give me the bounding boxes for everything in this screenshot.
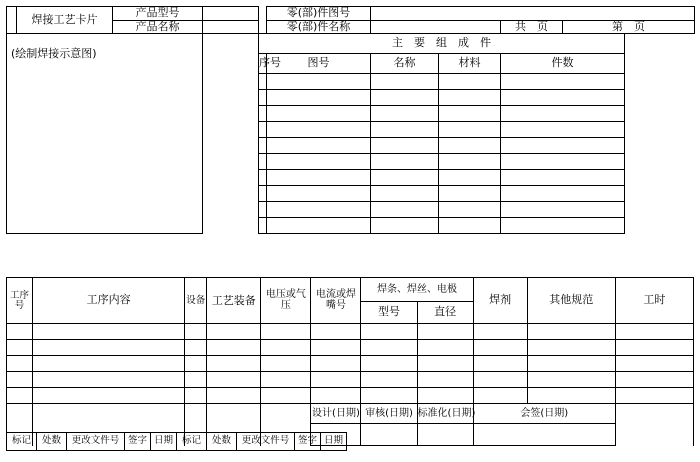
card-title-cell: 焊接工艺卡片: [17, 7, 113, 34]
process-cell[interactable]: [473, 356, 527, 372]
process-cell[interactable]: [527, 340, 615, 356]
component-cell[interactable]: [259, 74, 267, 90]
component-cell[interactable]: [439, 74, 501, 90]
component-cell[interactable]: [439, 106, 501, 122]
signature-countersign-label: 会签(日期): [473, 404, 615, 424]
process-cell[interactable]: [417, 372, 473, 388]
process-cell[interactable]: [311, 324, 361, 340]
table-row: [7, 324, 694, 340]
process-cell[interactable]: [261, 340, 311, 356]
component-cell[interactable]: [439, 186, 501, 202]
revision-col-sign-1: 签字: [125, 433, 151, 451]
component-cell[interactable]: [259, 186, 267, 202]
process-cell[interactable]: [615, 324, 693, 340]
process-cell[interactable]: [473, 372, 527, 388]
component-cell[interactable]: [371, 138, 439, 154]
process-cell[interactable]: [207, 340, 261, 356]
process-cell[interactable]: [615, 356, 693, 372]
process-cell[interactable]: [473, 388, 527, 404]
component-cell[interactable]: [501, 90, 625, 106]
component-cell[interactable]: [439, 202, 501, 218]
process-cell[interactable]: [207, 388, 261, 404]
part-name-label: 零(部)件名称: [267, 20, 371, 34]
component-cell[interactable]: [267, 138, 371, 154]
process-cell[interactable]: [311, 388, 361, 404]
process-cell[interactable]: [527, 356, 615, 372]
process-cell[interactable]: [207, 372, 261, 388]
component-cell[interactable]: [501, 106, 625, 122]
sketch-area[interactable]: (绘制焊接示意图): [7, 34, 203, 234]
signature-review-label: 审核(日期): [361, 404, 417, 424]
process-cell[interactable]: [361, 356, 417, 372]
process-cell[interactable]: [33, 356, 185, 372]
revision-header-row: [7, 433, 347, 451]
process-cell[interactable]: [473, 324, 527, 340]
process-cell[interactable]: [261, 372, 311, 388]
component-cell[interactable]: [267, 106, 371, 122]
page-no-label: 第 页: [563, 20, 695, 34]
process-cell[interactable]: [473, 340, 527, 356]
process-cell[interactable]: [185, 324, 207, 340]
col-header-consumable-model: 型号: [361, 302, 417, 324]
col-header-man-hour: 工时: [615, 278, 693, 324]
process-cell[interactable]: [417, 388, 473, 404]
revision-col-mark-1: 标记: [7, 433, 37, 451]
process-cell[interactable]: [361, 388, 417, 404]
process-cell[interactable]: [33, 340, 185, 356]
component-cell[interactable]: [501, 74, 625, 90]
process-table: [6, 277, 694, 446]
part-drawing-no-label: 零(部)件图号: [267, 7, 371, 21]
col-header-content: 工序内容: [33, 278, 185, 324]
component-cell[interactable]: [259, 170, 267, 186]
process-cell[interactable]: [417, 324, 473, 340]
col-header-seq-no: 工序号: [7, 278, 33, 324]
revision-col-date-2: 日期: [321, 433, 347, 451]
component-cell[interactable]: [371, 154, 439, 170]
component-cell[interactable]: [371, 74, 439, 90]
process-cell[interactable]: [311, 356, 361, 372]
component-cell[interactable]: [501, 154, 625, 170]
process-cell[interactable]: [7, 372, 33, 388]
components-col-name: 名称: [371, 54, 439, 74]
revision-col-count-1: 处数: [37, 433, 67, 451]
process-cell[interactable]: [261, 356, 311, 372]
component-cell[interactable]: [501, 186, 625, 202]
component-cell[interactable]: [371, 90, 439, 106]
product-model-label: 产品型号: [113, 7, 203, 21]
part-drawing-no-value[interactable]: [371, 7, 695, 21]
component-cell[interactable]: [439, 170, 501, 186]
component-cell[interactable]: [267, 154, 371, 170]
component-cell[interactable]: [371, 186, 439, 202]
component-cell[interactable]: [267, 218, 371, 234]
part-name-value[interactable]: [371, 20, 501, 34]
process-cell[interactable]: [33, 388, 185, 404]
signature-countersign-value[interactable]: [473, 424, 615, 446]
col-header-other-spec: 其他规范: [527, 278, 615, 324]
product-name-value[interactable]: [203, 20, 259, 34]
component-cell[interactable]: [439, 218, 501, 234]
product-model-value[interactable]: [203, 7, 259, 21]
component-cell[interactable]: [259, 202, 267, 218]
signature-spacer-right: [615, 404, 693, 446]
component-cell[interactable]: [371, 170, 439, 186]
bottom-section: [6, 277, 694, 446]
component-cell[interactable]: [501, 202, 625, 218]
header-gap: [259, 7, 267, 34]
revision-col-docno-1: 更改文件号: [67, 433, 125, 451]
process-cell[interactable]: [311, 340, 361, 356]
process-cell[interactable]: [361, 324, 417, 340]
process-cell[interactable]: [527, 372, 615, 388]
process-cell[interactable]: [7, 324, 33, 340]
component-cell[interactable]: [267, 74, 371, 90]
component-cell[interactable]: [259, 106, 267, 122]
process-cell[interactable]: [615, 340, 693, 356]
process-cell[interactable]: [7, 340, 33, 356]
component-cell[interactable]: [371, 202, 439, 218]
process-cell[interactable]: [185, 356, 207, 372]
header-and-components-table: [6, 6, 695, 234]
process-cell[interactable]: [7, 356, 33, 372]
component-cell[interactable]: [259, 138, 267, 154]
top-section: [6, 6, 694, 234]
table-row: [7, 372, 694, 388]
revision-table: [6, 432, 347, 451]
process-cell[interactable]: [7, 388, 33, 404]
col-header-current: 电流或焊嘴号: [311, 278, 361, 324]
col-header-flux: 焊剂: [473, 278, 527, 324]
signature-standardization-label: 标准化(日期): [417, 404, 473, 424]
signature-standardization-value[interactable]: [417, 424, 473, 446]
table-row: [7, 356, 694, 372]
signature-design-label: 设计(日期): [311, 404, 361, 424]
process-cell[interactable]: [185, 388, 207, 404]
component-cell[interactable]: [371, 122, 439, 138]
revision-col-count-2: 处数: [207, 433, 237, 451]
col-header-consumable-group: 焊条、焊丝、电极: [361, 278, 473, 302]
process-cell[interactable]: [311, 372, 361, 388]
process-cell[interactable]: [33, 324, 185, 340]
col-header-consumable-diameter: 直径: [417, 302, 473, 324]
components-col-drawing: 图号: [267, 54, 371, 74]
col-header-equipment: 设备: [185, 278, 207, 324]
process-cell[interactable]: [185, 340, 207, 356]
process-cell[interactable]: [615, 388, 693, 404]
revision-col-docno-2: 更改文件号: [237, 433, 295, 451]
component-cell[interactable]: [439, 122, 501, 138]
component-cell[interactable]: [267, 170, 371, 186]
signature-label-row: [7, 404, 694, 424]
component-cell[interactable]: [501, 138, 625, 154]
header-row-1: [7, 7, 695, 21]
component-cell[interactable]: [371, 218, 439, 234]
component-cell[interactable]: [259, 218, 267, 234]
revision-col-mark-2: 标记: [177, 433, 207, 451]
col-header-voltage: 电压或气压: [261, 278, 311, 324]
components-section-title: 主 要 组 成 件: [259, 34, 625, 54]
sketch-gap-right: [203, 34, 259, 234]
components-col-qty: 件数: [501, 54, 625, 74]
process-cell[interactable]: [615, 372, 693, 388]
component-cell[interactable]: [439, 154, 501, 170]
component-cell[interactable]: [501, 170, 625, 186]
process-header-row-1: [7, 278, 694, 302]
process-cell[interactable]: [207, 324, 261, 340]
table-row: [7, 388, 694, 404]
component-cell[interactable]: [267, 202, 371, 218]
signature-review-value[interactable]: [361, 424, 417, 446]
component-cell[interactable]: [267, 122, 371, 138]
component-cell[interactable]: [259, 90, 267, 106]
table-row: [7, 340, 694, 356]
process-cell[interactable]: [207, 356, 261, 372]
total-pages-label: 共 页: [501, 20, 563, 34]
process-cell[interactable]: [33, 372, 185, 388]
revision-col-date-1: 日期: [151, 433, 177, 451]
process-cell[interactable]: [417, 356, 473, 372]
process-cell[interactable]: [417, 340, 473, 356]
component-cell[interactable]: [439, 90, 501, 106]
process-cell[interactable]: [361, 372, 417, 388]
component-cell[interactable]: [501, 122, 625, 138]
components-title-row: [7, 34, 695, 54]
component-cell[interactable]: [371, 106, 439, 122]
component-cell[interactable]: [259, 122, 267, 138]
component-cell[interactable]: [267, 186, 371, 202]
component-cell[interactable]: [267, 90, 371, 106]
process-cell[interactable]: [261, 324, 311, 340]
process-cell[interactable]: [261, 388, 311, 404]
component-cell[interactable]: [259, 154, 267, 170]
components-col-material: 材料: [439, 54, 501, 74]
component-cell[interactable]: [439, 138, 501, 154]
process-cell[interactable]: [361, 340, 417, 356]
col-header-tooling: 工艺装备: [207, 278, 261, 324]
left-filler-top: [7, 7, 17, 34]
process-cell[interactable]: [185, 372, 207, 388]
process-cell[interactable]: [527, 388, 615, 404]
revision-col-sign-2: 签字: [295, 433, 321, 451]
components-col-seq: 序号: [259, 54, 267, 74]
process-cell[interactable]: [527, 324, 615, 340]
component-cell[interactable]: [501, 218, 625, 234]
product-name-label: 产品名称: [113, 20, 203, 34]
